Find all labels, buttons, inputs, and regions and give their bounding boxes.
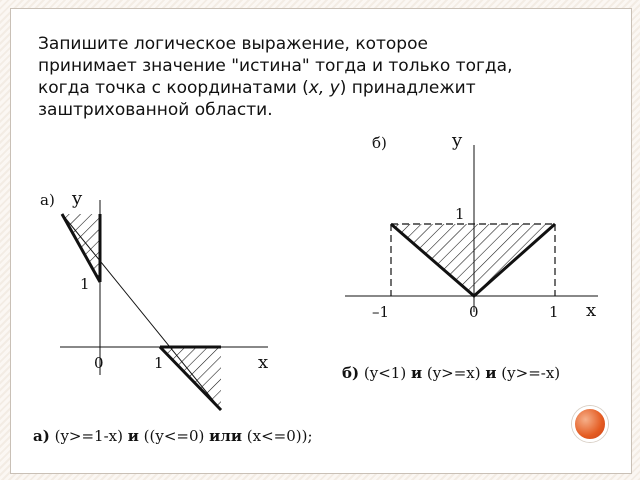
answer-b-fragment: (y<1): [359, 364, 411, 382]
graph-b-origin-label: 0: [469, 303, 479, 321]
answer-b-operator: и: [485, 364, 497, 382]
graph-a-x-tick-label: 1: [154, 354, 164, 372]
graph-b-x-tick-pos-label: 1: [549, 303, 559, 321]
answer-a-fragment: ((y<=0): [138, 427, 210, 445]
graph-a-origin-label: 0: [94, 354, 104, 372]
answer-a-fragment: (x<=0));: [241, 427, 313, 445]
answer-b-label: б): [342, 364, 360, 382]
question-line: заштрихованной области.: [38, 100, 273, 120]
graph-a-label: а): [40, 191, 55, 209]
answer-a-fragment: (y>=1-x): [49, 427, 128, 445]
decorative-corner-circle: [572, 406, 608, 442]
graph-b-y-axis-label: y: [452, 130, 463, 151]
graph-b: [345, 130, 598, 321]
question-coordinates: x, y: [308, 78, 340, 98]
answer-b-fragment: (y>=-x): [496, 364, 561, 382]
graph-a: [40, 188, 268, 410]
question-fragment: ) принадлежит: [339, 78, 476, 98]
question-line: Запишите логическое выражение, которое: [38, 34, 428, 54]
answer-a-operator: и: [127, 427, 139, 445]
graph-a-diagonal-line: [62, 214, 221, 410]
answer-a: [33, 427, 313, 445]
graph-b-x-tick-neg-label: –1: [372, 303, 390, 321]
answer-b: [342, 364, 560, 382]
answer-a-operator: или: [209, 427, 242, 445]
question-fragment: когда точка с координатами (: [38, 78, 309, 98]
answer-b-operator: и: [410, 364, 423, 382]
answer-a-label: а): [33, 427, 50, 445]
graph-a-x-axis-label: x: [258, 352, 269, 373]
graph-b-y-tick-label: 1: [455, 205, 465, 223]
graph-b-shaded-region: [391, 224, 555, 296]
graph-a-y-tick-label: 1: [80, 275, 90, 293]
graph-a-y-axis-label: y: [72, 188, 83, 209]
graph-b-label: б): [372, 134, 387, 152]
question-line: принимает значение "истина" тогда и только тогда,: [38, 56, 513, 76]
graph-b-x-axis-label: x: [586, 300, 597, 321]
answer-b-fragment: (y>=x): [422, 364, 486, 382]
